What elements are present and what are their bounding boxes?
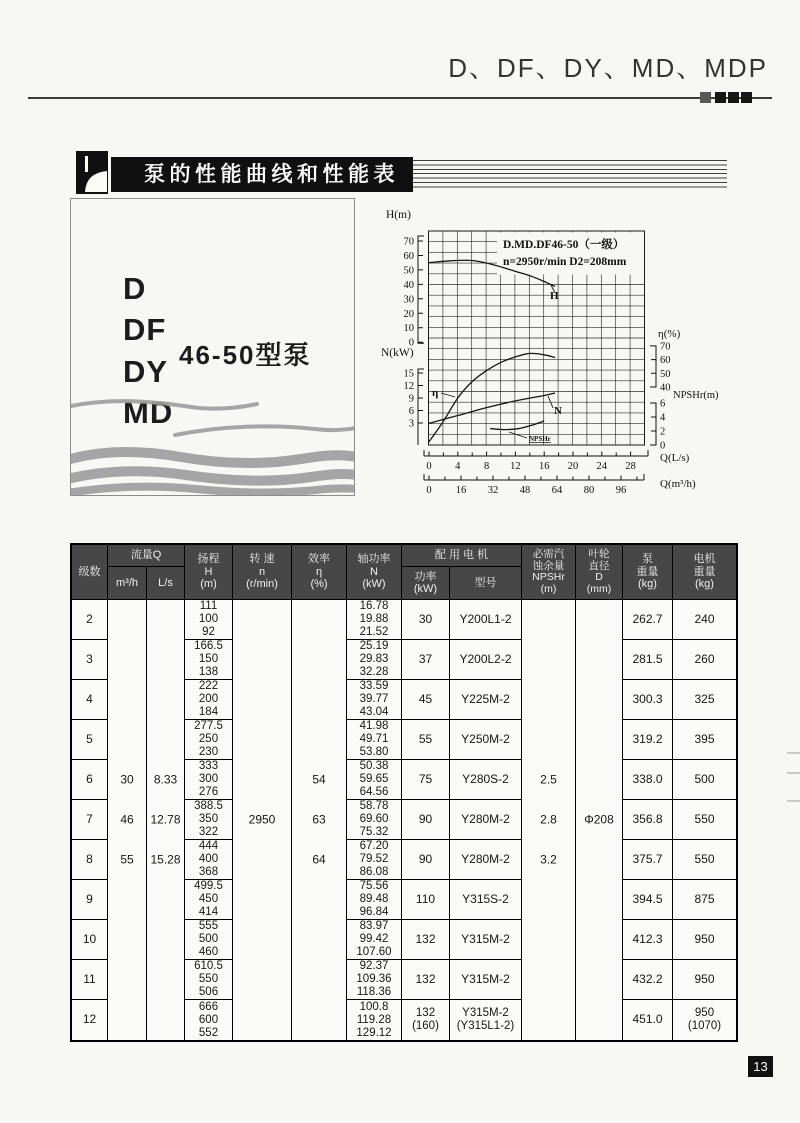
cell-head: 111 100 92 — [185, 600, 233, 640]
cell-pump-weight: 300.3 — [623, 680, 673, 720]
curve-power — [429, 393, 555, 423]
cell-head: 222 200 184 — [185, 680, 233, 720]
cell-stage: 3 — [72, 640, 108, 680]
chart-label: N(kW) — [381, 347, 414, 359]
cell-motor-weight: 950 — [673, 960, 736, 1000]
cell-motor-model: Y315S-2 — [450, 880, 522, 920]
cell-shaft-power: 92.37 109.36 118.36 — [347, 960, 402, 1000]
chart-label: 6 — [660, 398, 666, 410]
cell-motor-power: 90 — [402, 800, 450, 840]
cell-shaft-power: 25.19 29.83 32.28 — [347, 640, 402, 680]
cell-shaft-power: 75.56 89.48 96.84 — [347, 880, 402, 920]
cell-head: 333 300 276 — [185, 760, 233, 800]
rule-square — [741, 92, 752, 103]
cell-stage: 4 — [72, 680, 108, 720]
cell-motor-power: 37 — [402, 640, 450, 680]
chart-label: 20 — [403, 308, 414, 320]
cell-motor-weight: 550 — [673, 800, 736, 840]
performance-table — [70, 543, 738, 1042]
chart-label: 4 — [455, 461, 461, 472]
chart-label: 24 — [596, 461, 608, 472]
cell-head: 388.5 350 322 — [185, 800, 233, 840]
col-header-impeller: 叶轮 直径 D (mm) — [576, 545, 623, 600]
chart-label: 48 — [519, 485, 531, 496]
merged-value-npshr: 2.5 — [540, 772, 557, 787]
col-header-motor_group: 配 用 电 机 — [402, 545, 522, 567]
merged-value-flow_ls: 8.33 — [153, 772, 178, 787]
cell-stage: 6 — [72, 760, 108, 800]
chart-label: 50 — [403, 265, 414, 277]
cell-motor-power: 90 — [402, 840, 450, 880]
merged-value-flow_ls: 12.78 — [150, 812, 181, 827]
edge-mark — [787, 772, 800, 774]
series-letter: D — [123, 271, 147, 306]
chart-label: 12 — [403, 381, 414, 392]
chart-label: 70 — [660, 341, 671, 353]
chart-label: n=2950r/min D2=208mm — [503, 256, 627, 268]
chart-label: 16 — [455, 485, 467, 496]
cell-pump-weight: 375.7 — [623, 840, 673, 880]
series-letter: MD — [123, 395, 174, 430]
page-title: D、DF、DY、MD、MDP — [448, 53, 768, 83]
col-header-shaft_power: 轴功率 N (kW) — [347, 545, 402, 600]
cell-stage: 7 — [72, 800, 108, 840]
section-pinstripes — [413, 160, 727, 189]
performance-chart-svg — [380, 198, 800, 500]
chart-label: NPSHr — [529, 435, 551, 443]
cell-pump-weight: 338.0 — [623, 760, 673, 800]
chart-label: 30 — [403, 294, 414, 306]
header-rule — [28, 97, 772, 99]
cell-shaft-power: 83.97 99.42 107.60 — [347, 920, 402, 960]
chart-label: 40 — [403, 279, 414, 291]
merged-value-flow_ls: 15.28 — [150, 852, 181, 867]
cell-motor-power: 55 — [402, 720, 450, 760]
col-header-head: 扬程 H (m) — [185, 545, 233, 600]
chart-label: H — [550, 290, 559, 302]
cell-motor-power: 45 — [402, 680, 450, 720]
merged-value-efficiency: 54 — [312, 772, 326, 787]
cell-merged-impeller_diameter — [576, 600, 623, 1040]
cell-stage: 5 — [72, 720, 108, 760]
cell-head: 610.5 550 506 — [185, 960, 233, 1000]
cell-stage: 11 — [72, 960, 108, 1000]
axis-q-m3h — [424, 474, 644, 480]
cell-motor-model: Y225M-2 — [450, 680, 522, 720]
page-number: 13 — [748, 1056, 773, 1077]
cell-motor-model: Y315M-2 — [450, 920, 522, 960]
col-header-efficiency: 效率 η (%) — [292, 545, 347, 600]
cell-pump-weight: 394.5 — [623, 880, 673, 920]
col-header-pump_weight: 泵 重量 (kg) — [623, 545, 673, 600]
col-header-flow_units-1: L/s — [147, 567, 185, 600]
chart-label: 60 — [403, 251, 414, 262]
product-model: 46-50型泵 — [179, 340, 312, 370]
chart-label: η(%) — [658, 328, 681, 340]
col-header-speed: 转 速 n (r/min) — [233, 545, 292, 600]
chart-label: 16 — [538, 461, 550, 472]
cell-pump-weight: 451.0 — [623, 1000, 673, 1040]
cell-head: 166.5 150 138 — [185, 640, 233, 680]
cell-motor-power: 30 — [402, 600, 450, 640]
axis-head — [418, 236, 424, 343]
cell-motor-weight: 325 — [673, 680, 736, 720]
merged-value-speed: 2950 — [248, 812, 276, 827]
cell-head: 277.5 250 230 — [185, 720, 233, 760]
section-title: 泵的性能曲线和性能表 — [111, 157, 413, 192]
chart-label: 3 — [408, 418, 414, 430]
merged-value-flow_m3h: 30 — [120, 772, 134, 787]
chart-label: 70 — [403, 236, 414, 248]
rule-square — [700, 92, 711, 103]
cell-pump-weight: 412.3 — [623, 920, 673, 960]
col-header-flow_group: 流量Q — [108, 545, 185, 567]
col-header-stage: 级数 — [72, 545, 108, 600]
merged-value-npshr: 3.2 — [540, 852, 557, 867]
merged-value-efficiency: 63 — [312, 812, 326, 827]
curve-npshr — [490, 421, 544, 430]
merged-value-efficiency: 64 — [312, 852, 326, 867]
cell-motor-power: 132 (160) — [402, 1000, 450, 1040]
cell-shaft-power: 33.59 39.77 43.04 — [347, 680, 402, 720]
cell-head: 499.5 450 414 — [185, 880, 233, 920]
chart-label: 32 — [487, 485, 499, 496]
col-header-motor_model: 型号 — [450, 567, 522, 600]
rule-square — [715, 92, 726, 103]
chart-label: η — [432, 387, 439, 399]
chart-label: NPSHr(m) — [673, 390, 719, 401]
cell-motor-weight: 950 — [673, 920, 736, 960]
cell-shaft-power: 50.38 59.65 64.56 — [347, 760, 402, 800]
cell-motor-model: Y280S-2 — [450, 760, 522, 800]
cell-stage: 10 — [72, 920, 108, 960]
merged-value-npshr: 2.8 — [540, 812, 557, 827]
cell-pump-weight: 356.8 — [623, 800, 673, 840]
edge-mark — [787, 800, 800, 802]
cell-head: 555 500 460 — [185, 920, 233, 960]
cell-pump-weight: 319.2 — [623, 720, 673, 760]
cell-merged-flow_ls — [147, 600, 185, 1040]
cell-merged-speed — [233, 600, 292, 1040]
cell-motor-model: Y280M-2 — [450, 840, 522, 880]
logo-glyph-icon — [76, 151, 108, 194]
chart-label: 96 — [615, 485, 627, 496]
axis-q-ls — [424, 450, 648, 456]
cell-head: 666 600 552 — [185, 1000, 233, 1040]
chart-label: 4 — [660, 412, 666, 424]
cell-motor-weight: 950 (1070) — [687, 1007, 722, 1032]
col-header-motor_power: 功率 (kW) — [402, 567, 450, 600]
wave-decoration — [71, 199, 354, 495]
chart-label: 10 — [403, 323, 414, 335]
cell-motor-weight: 875 — [673, 880, 736, 920]
axis-power — [418, 369, 424, 445]
cell-motor-model: Y250M-2 — [450, 720, 522, 760]
cell-motor-power: 132 — [402, 920, 450, 960]
col-header-flow_units-0: m³/h — [108, 567, 147, 600]
col-header-motor_weight: 电机 重量 (kg) — [673, 545, 736, 600]
cell-motor-power: 75 — [402, 760, 450, 800]
merged-value-flow_m3h: 46 — [120, 812, 134, 827]
cell-shaft-power: 41.98 49.71 53.80 — [347, 720, 402, 760]
cell-stage: 2 — [72, 600, 108, 640]
chart-label: 64 — [551, 485, 563, 496]
chart-label: 28 — [625, 461, 636, 472]
cell-pump-weight: 432.2 — [623, 960, 673, 1000]
merged-value-flow_m3h: 55 — [120, 852, 134, 867]
cell-stage: 8 — [72, 840, 108, 880]
cell-motor-model: Y315M-2 (Y315L1-2) — [450, 1000, 522, 1040]
cell-motor-model: Y315M-2 — [450, 960, 522, 1000]
chart-label: 12 — [510, 461, 521, 472]
cell-merged-flow_m3h — [108, 600, 147, 1040]
cell-motor-model: Y200L2-2 — [450, 640, 522, 680]
chart-label: 20 — [567, 461, 579, 472]
cell-motor-model: Y200L1-2 — [450, 600, 522, 640]
axis-npshr — [650, 403, 656, 445]
chart-label: 50 — [660, 368, 671, 380]
performance-chart — [380, 198, 800, 500]
chart-label: 0 — [426, 485, 432, 496]
cell-head: 444 400 368 — [185, 840, 233, 880]
cell-motor-weight: 395 — [673, 720, 736, 760]
chart-label: 15 — [403, 368, 414, 380]
cell-shaft-power: 58.78 69.60 75.32 — [347, 800, 402, 840]
cell-shaft-power: 67.20 79.52 86.08 — [347, 840, 402, 880]
cell-motor-weight: 260 — [673, 640, 736, 680]
cell-motor-weight: 500 — [673, 760, 736, 800]
chart-label: H(m) — [386, 209, 411, 221]
chart-label: Q(L/s) — [660, 452, 690, 464]
chart-label: 0 — [426, 461, 432, 472]
curve-leader-npshr — [509, 432, 527, 438]
edge-mark — [787, 752, 800, 754]
merged-value-impeller_diameter: Φ208 — [584, 812, 614, 827]
cell-stage: 12 — [72, 1000, 108, 1040]
chart-label: N — [554, 405, 562, 417]
cell-motor-weight: 550 — [673, 840, 736, 880]
cell-pump-weight: 262.7 — [623, 600, 673, 640]
chart-label: 6 — [408, 406, 414, 417]
cell-merged-efficiency — [292, 600, 347, 1040]
chart-label: 0 — [408, 337, 414, 349]
section-logo-icon — [76, 151, 108, 194]
cell-pump-weight: 281.5 — [623, 640, 673, 680]
series-letter: DF — [123, 312, 167, 347]
chart-label: 2 — [660, 426, 666, 438]
cell-shaft-power: 16.78 19.88 21.52 — [347, 600, 402, 640]
cell-stage: 9 — [72, 880, 108, 920]
chart-label: 9 — [408, 393, 414, 405]
chart-label: 80 — [583, 485, 595, 496]
rule-square — [728, 92, 739, 103]
axis-efficiency — [650, 346, 656, 387]
product-box — [70, 198, 355, 496]
cell-merged-npshr — [522, 600, 576, 1040]
chart-label: 40 — [660, 382, 671, 394]
chart-label: 0 — [660, 440, 666, 452]
cell-motor-weight: 240 — [673, 600, 736, 640]
cell-motor-power: 132 — [402, 960, 450, 1000]
col-header-npshr: 必需汽 蚀余量 NPSHr (m) — [522, 545, 576, 600]
chart-label: 60 — [660, 355, 671, 367]
chart-label: Q(m³/h) — [660, 478, 696, 490]
chart-label: 8 — [483, 461, 490, 472]
cell-shaft-power: 100.8 119.28 129.12 — [347, 1000, 402, 1040]
chart-label: D.MD.DF46-50（一级） — [503, 239, 625, 251]
cell-motor-model: Y280M-2 — [450, 800, 522, 840]
series-letter: DY — [123, 354, 169, 389]
cell-motor-power: 110 — [402, 880, 450, 920]
